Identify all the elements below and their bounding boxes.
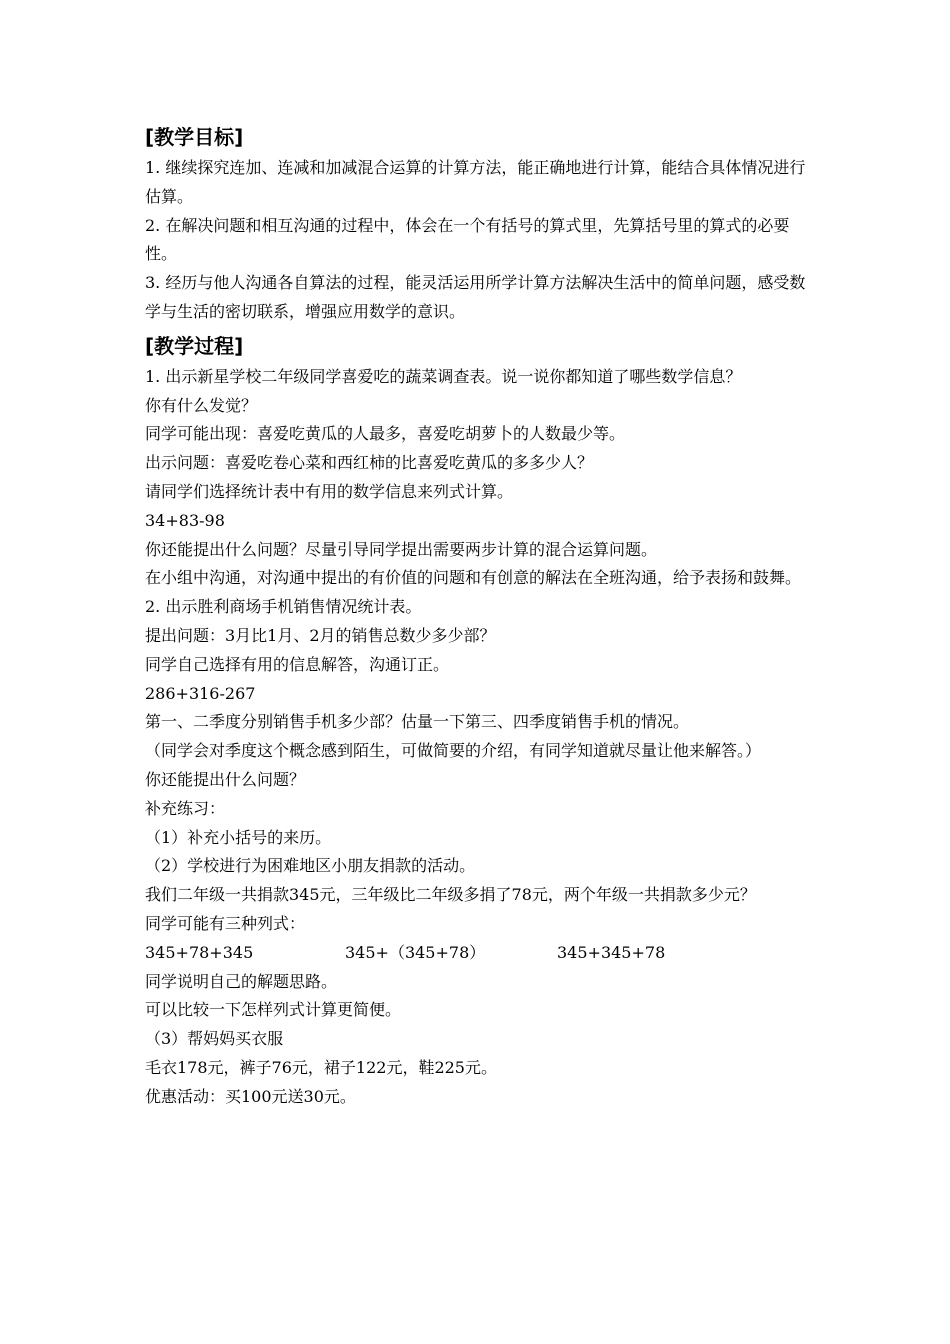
- document-page: [145, 118, 810, 1112]
- process-line: 我们二年级一共捐款345元，三年级比二年级多捐了78元，两个年级一共捐款多少元？: [145, 885, 756, 905]
- process-line: 请同学们选择统计表中有用的数学信息来列式计算。: [145, 481, 514, 501]
- process-line: 补充练习：: [145, 798, 226, 818]
- formula-option: 345+78+345: [145, 942, 254, 962]
- process-line: 出示问题：喜爱吃卷心菜和西红柿的比喜爱吃黄瓜的多多少人？: [145, 453, 594, 473]
- process-line: 同学可能出现：喜爱吃黄瓜的人最多，喜爱吃胡萝卜的人数最少等。: [145, 424, 626, 444]
- formula-line: 286+316-267: [145, 683, 256, 703]
- process-line: 2. 出示胜利商场手机销售情况统计表。: [145, 597, 422, 617]
- process-line: 1. 出示新星学校二年级同学喜爱吃的蔬菜调查表。说一说你都知道了哪些数学信息？: [145, 366, 742, 386]
- process-line: 在小组中沟通，对沟通中提出的有价值的问题和有创意的解法在全班沟通，给予表扬和鼓舞。: [145, 568, 802, 588]
- process-line: 你还能提出什么问题？: [145, 769, 306, 789]
- process-line: 同学说明自己的解题思路。: [145, 971, 338, 991]
- process-line: （1）补充小括号的来历。: [145, 827, 332, 847]
- process-line: 毛衣178元，裤子76元，裙子122元，鞋225元。: [145, 1057, 497, 1077]
- process-line: 同学自己选择有用的信息解答，沟通订正。: [145, 654, 450, 674]
- process-line: 你有什么发觉？: [145, 395, 258, 415]
- process-line: （同学会对季度这个概念感到陌生，可做简要的介绍，有同学知道就尽量让他来解答。）: [145, 741, 762, 761]
- formula-line: 34+83-98: [145, 510, 225, 530]
- section-heading-process: [教学过程]: [145, 333, 244, 358]
- goal-item: 1. 继续探究连加、连减和加减混合运算的计算方法，能正确地进行计算，能结合具体情况进行估算。: [145, 158, 806, 206]
- formula-option: 345+（345+78）: [345, 942, 486, 962]
- goal-item: 2. 在解决问题和相互沟通的过程中，体会在一个有括号的算式里，先算括号里的算式的必要性。: [145, 215, 790, 264]
- goal-item: 3. 经历与他人沟通各自算法的过程，能灵活运用所学计算方法解决生活中的简单问题，感受数学与生活的密切联系，增强应用数学的意识。: [145, 273, 806, 321]
- process-line: 第一、二季度分别销售手机多少部？估量一下第三、四季度销售手机的情况。: [145, 712, 690, 732]
- section-heading-goals: [教学目标]: [145, 125, 244, 149]
- process-line: （3）帮妈妈买衣服: [145, 1029, 284, 1049]
- formula-options: [145, 939, 810, 968]
- process-line: 你还能提出什么问题？尽量引导同学提出需要两步计算的混合运算问题。: [145, 539, 658, 559]
- formula-option: 345+345+78: [557, 942, 666, 962]
- process-line: 可以比较一下怎样列式计算更简便。: [145, 1000, 402, 1020]
- process-line: 优惠活动：买100元送30元。: [145, 1086, 356, 1106]
- process-line: （2）学校进行为困难地区小朋友捐款的活动。: [145, 856, 476, 876]
- process-line: 提出问题：3月比1月、2月的销售总数少多少部？: [145, 625, 496, 645]
- process-line: 同学可能有三种列式：: [145, 913, 306, 933]
